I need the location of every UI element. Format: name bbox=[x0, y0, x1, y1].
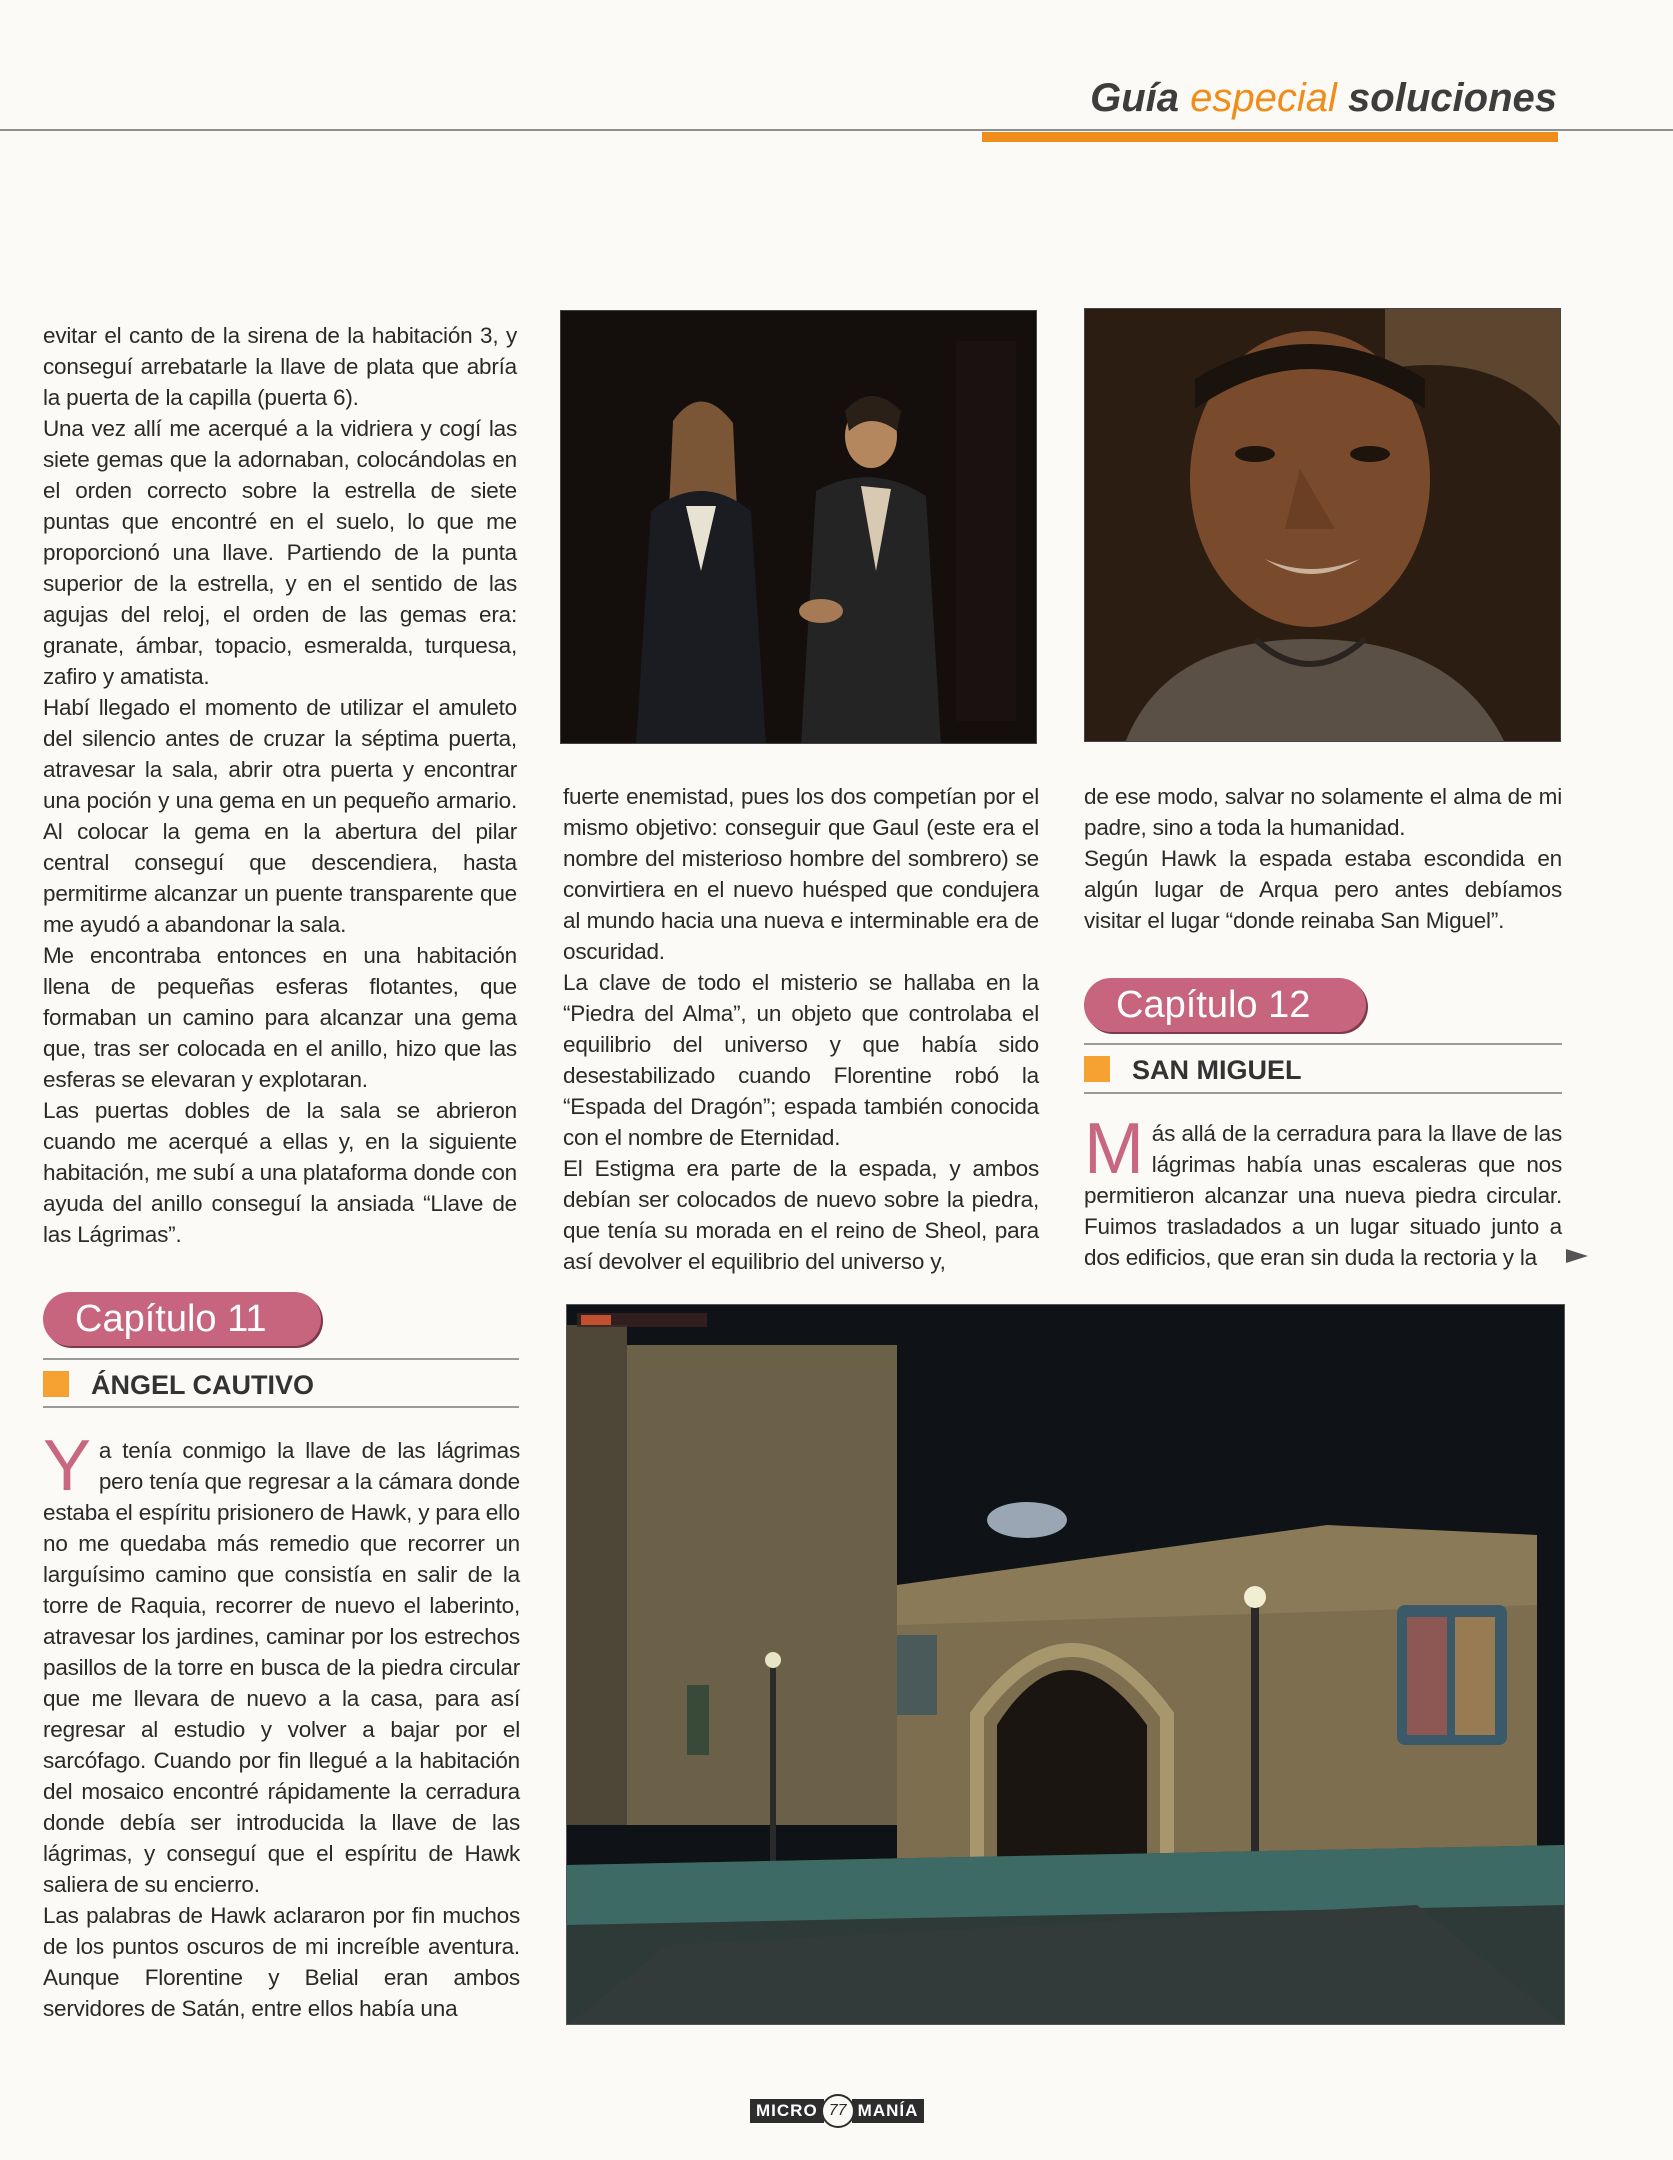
magazine-footer bbox=[750, 2098, 924, 2124]
page-number: 77 bbox=[821, 2094, 855, 2128]
footer-brand-right: MANÍA bbox=[852, 2099, 925, 2123]
chapter-11-title: Capítulo 11 bbox=[43, 1292, 321, 1346]
screenshot-two-characters bbox=[560, 310, 1037, 744]
paragraph: evitar el canto de la sirena de la habitación 3, y conseguí arrebatarle la llave de plata que abría la puerta de la capilla (puerta 6). bbox=[43, 323, 517, 410]
orange-square-icon bbox=[43, 1371, 69, 1397]
paragraph: Las puertas dobles de la sala se abrieron cuando me acerqué a ellas y, en la siguiente habitación, me subí a una plataforma donde con ayuda del anillo conseguí la ansiada “Llave de las Lágrimas”. bbox=[43, 1098, 517, 1247]
article-column-1 bbox=[43, 320, 517, 1250]
paragraph: fuerte enemistad, pues los dos competían por el mismo objetivo: conseguir que Gaul (este era el nombre del misterioso hombre del sombrero) se convirtiera en el nuevo huésped que condujera al mundo hacia una nueva e interminable era de oscuridad. bbox=[563, 784, 1039, 964]
chapter-11-text bbox=[43, 1426, 520, 2024]
dropcap: M bbox=[1084, 1109, 1144, 1189]
two-characters-image bbox=[561, 311, 1037, 744]
paragraph: Las palabras de Hawk aclararon por fin muchos de los puntos oscuros de mi increíble aventura. Aunque Florentine y Belial eran ambos servidores de Satán, entre ellos había una bbox=[43, 1903, 520, 2021]
paragraph: Me encontraba entonces en una habitación llena de pequeñas esferas flotantes, que formaban un camino para alcanzar una gema que, tras ser colocada en el anillo, hizo que las esferas se elevaran y explotaran. bbox=[43, 943, 517, 1092]
paragraph: Una vez allí me acerqué a la vidriera y cogí las siete gemas que la adornaban, colocándolas en el orden correcto sobre la estrella de siete puntas que encontré en el suelo, lo que me proporcionó una llave. Partiendo de la punta superior de la estrella, y en el sentido de las agujas del reloj, el orden de las gemas era: granate, ámbar, topacio, esmeralda, turquesa, zafiro y amatista. bbox=[43, 416, 517, 689]
article-column-2 bbox=[563, 781, 1039, 1277]
chapter-12-rule-bottom bbox=[1084, 1092, 1562, 1094]
dropcap: Y bbox=[43, 1426, 91, 1506]
chapter-11-rule-bottom bbox=[43, 1406, 519, 1408]
footer-brand-left: MICRO bbox=[750, 2099, 824, 2123]
screenshot-courtyard bbox=[566, 1304, 1565, 2025]
paragraph: El Estigma era parte de la espada, y ambos debían ser colocados de nuevo sobre la piedra, que tenía su morada en el reino de Sheol, para así devolver el equilibrio del universo y, bbox=[563, 1156, 1039, 1274]
paragraph: La clave de todo el misterio se hallaba en la “Piedra del Alma”, un objeto que controlaba el equilibrio del universo y que había sido desestabilizado cuando Florentine robó la “Espada del Dragón”; espada también conocida con el nombre de Eternidad. bbox=[563, 970, 1039, 1150]
courtyard-image bbox=[567, 1305, 1565, 2025]
chapter-11-rule-top bbox=[43, 1358, 519, 1360]
header-rule bbox=[0, 129, 1673, 131]
portrait-image bbox=[1085, 309, 1561, 742]
chapter-12-subtitle: SAN MIGUEL bbox=[1084, 1053, 1302, 1087]
chapter-12-title: Capítulo 12 bbox=[1084, 978, 1366, 1032]
screenshot-hawk-portrait bbox=[1084, 308, 1561, 742]
chapter-11-subtitle: ÁNGEL CAUTIVO bbox=[43, 1368, 314, 1402]
paragraph: ás allá de la cerradura para la llave de las lágrimas había unas escaleras que nos permitieron alcanzar una nueva piedra circular. Fuimos trasladados a un lugar situado junto a dos edificios, que eran sin duda la rectoria y la bbox=[1084, 1121, 1562, 1270]
paragraph: a tenía conmigo la llave de las lágrimas pero tenía que regresar a la cámara donde estaba el espíritu prisionero de Hawk, y para ello no me quedaba más remedio que recorrer un larguísimo camino que consistía en salir de la torre de Raquia, recorrer de nuevo el laberinto, atravesar los jardines, caminar por los estrechos pasillos de la torre en busca de la piedra circular que me llevara de nuevo a la casa, para así regresar al estudio y volver a bajar por el sarcófago. Cuando por fin llegué a la habitación del mosaico encontré rápidamente la cerradura donde debía ser introducida la llave de las lágrimas, y conseguí que el espíritu de Hawk saliera de su encierro. bbox=[43, 1438, 520, 1897]
chapter-12-rule-top bbox=[1084, 1043, 1562, 1045]
paragraph: Según Hawk la espada estaba escondida en algún lugar de Arqua pero antes debíamos visitar el lugar “donde reinaba San Miguel”. bbox=[1084, 846, 1562, 933]
article-column-3 bbox=[1084, 781, 1562, 936]
paragraph: Habí llegado el momento de utilizar el amuleto del silencio antes de cruzar la séptima puerta, atravesar la sala, abrir otra puerta y encontrar una poción y una gema en un pequeño armario. Al colocar la gema en la abertura del pilar central conseguí que descendiera, hasta permitirme alcanzar un puente transparente que me ayudó a abandonar la sala. bbox=[43, 695, 517, 937]
continue-arrow-icon bbox=[1566, 1249, 1588, 1263]
header-accent-bar bbox=[982, 132, 1558, 142]
orange-square-icon bbox=[1084, 1056, 1110, 1082]
chapter-12-text bbox=[1084, 1109, 1562, 1273]
section-title: Guía especial soluciones bbox=[1090, 76, 1557, 120]
paragraph: de ese modo, salvar no solamente el alma de mi padre, sino a toda la humanidad. bbox=[1084, 784, 1562, 840]
